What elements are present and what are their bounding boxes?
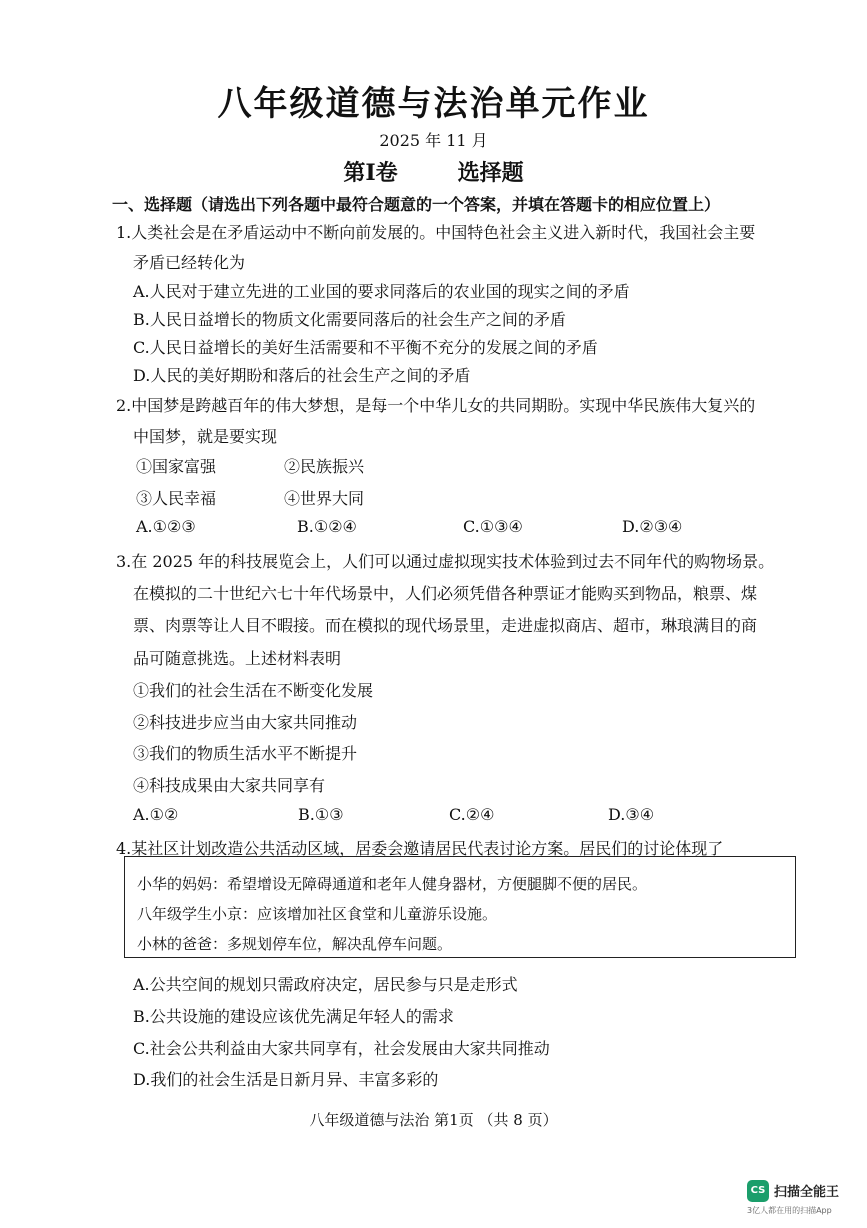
watermark-brand: 扫描全能王 <box>774 1185 840 1200</box>
q3-stem-line1: 3.在 2025 年的科技展览会上，人们可以通过虚拟现实技术体验到过去不同年代的购物场景。 <box>116 552 775 571</box>
volume-heading <box>0 156 867 187</box>
section-heading: 一、选择题（请选出下列各题中最符合题意的一个答案，并填在答题卡的相应位置上） <box>112 195 721 214</box>
q3-stem-line2: 在模拟的二十世纪六七十年代场景中，人们必须凭借各种票证才能购买到物品，粮票、煤 <box>133 584 758 603</box>
exam-date: 2025 年 11 月 <box>379 131 488 150</box>
volume-label: 第Ⅰ卷 <box>343 160 398 186</box>
q1-stem-line1: 1.人类社会是在矛盾运动中不断向前发展的。中国特色社会主义进入新时代，我国社会主要 <box>116 223 756 242</box>
q3-option-d: D.③④ <box>608 805 655 824</box>
q2-item-3: ③人民幸福 <box>136 489 217 508</box>
q4-quote-1: 小华的妈妈：希望增设无障碍通道和老年人健身器材，方便腿脚不便的居民。 <box>137 875 648 893</box>
q2-item-4: ④世界大同 <box>284 489 365 508</box>
q4-stem-line1: 4.某社区计划改造公共活动区域，居委会邀请居民代表讨论方案。居民们的讨论体现了 <box>116 839 724 858</box>
q1-stem-line2: 矛盾已经转化为 <box>133 253 246 272</box>
q3-item-1: ①我们的社会生活在不断变化发展 <box>133 681 374 700</box>
q4-option-d: D.我们的社会生活是日新月异、丰富多彩的 <box>133 1070 439 1089</box>
q3-item-2: ②科技进步应当由大家共同推动 <box>133 713 358 732</box>
page-footer: 八年级道德与法治 第1页 （共 8 页） <box>309 1111 558 1129</box>
camscanner-logo-icon: CS <box>747 1180 769 1202</box>
q3-item-3: ③我们的物质生活水平不断提升 <box>133 744 358 763</box>
q4-option-c: C.社会公共利益由大家共同享有，社会发展由大家共同推动 <box>133 1039 550 1058</box>
q4-material-box <box>124 856 796 958</box>
q3-option-a: A.①② <box>133 805 179 824</box>
q2-item-2: ②民族振兴 <box>284 457 365 476</box>
q2-option-c: C.①③④ <box>463 517 523 536</box>
q1-option-a: A.人民对于建立先进的工业国的要求同落后的农业国的现实之间的矛盾 <box>133 282 630 301</box>
q4-option-b: B.公共设施的建设应该优先满足年轻人的需求 <box>133 1007 454 1026</box>
q2-stem-line1: 2.中国梦是跨越百年的伟大梦想，是每一个中华儿女的共同期盼。实现中华民族伟大复兴的 <box>116 396 756 415</box>
q1-option-b: B.人民日益增长的物质文化需要同落后的社会生产之间的矛盾 <box>133 310 566 329</box>
page-title: 八年级道德与法治单元作业 <box>217 84 650 124</box>
q2-item-1: ①国家富强 <box>136 457 217 476</box>
q1-option-c: C.人民日益增长的美好生活需要和不平衡不充分的发展之间的矛盾 <box>133 338 598 357</box>
q2-stem-line2: 中国梦，就是要实现 <box>133 427 278 446</box>
q3-option-c: C.②④ <box>449 805 495 824</box>
watermark-tagline: 3亿人都在用的扫描App <box>747 1206 832 1215</box>
scanner-watermark <box>747 1178 857 1222</box>
q3-option-b: B.①③ <box>298 805 344 824</box>
q3-item-4: ④科技成果由大家共同享有 <box>133 776 326 795</box>
q2-option-d: D.②③④ <box>622 517 683 536</box>
volume-type: 选择题 <box>457 160 524 186</box>
q3-stem-line3: 票、肉票等让人目不暇接。而在模拟的现代场景里，走进虚拟商店、超市，琳琅满目的商 <box>133 616 758 635</box>
q3-stem-line4: 品可随意挑选。上述材料表明 <box>133 649 342 668</box>
q4-option-a: A.公共空间的规划只需政府决定，居民参与只是走形式 <box>133 975 518 994</box>
q2-option-b: B.①②④ <box>297 517 357 536</box>
q4-quote-3: 小林的爸爸：多规划停车位，解决乱停车问题。 <box>137 935 453 953</box>
q4-quote-2: 八年级学生小京：应该增加社区食堂和儿童游乐设施。 <box>137 905 498 923</box>
q2-option-a: A.①②③ <box>136 517 196 536</box>
q1-option-d: D.人民的美好期盼和落后的社会生产之间的矛盾 <box>133 366 471 385</box>
